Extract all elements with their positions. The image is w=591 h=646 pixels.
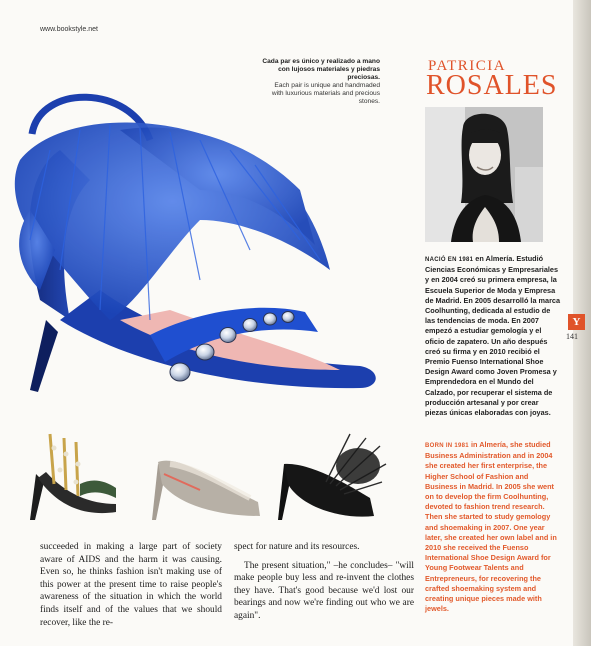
bio-english-lead: BORN IN 1981 <box>425 443 469 449</box>
section-badge: Y <box>568 314 585 330</box>
black-feather-platform-image <box>278 434 386 520</box>
bio-spanish-text: en Almería. Estudió Ciencias Económicas y Empresariales y en 2004 creó su primera empresa, la Escuela Superior de Moda y Empresa de Madrid. En 2005 desarrolló la marca Coolhunting, dedicada al estudio de las tendencias de moda. En 2007 empezó a estudiar gemología y el oficio de zapatero. Un año después creó su firma y en 2010 recibió el Premio Fuenso International Shoe Design Award como Joven Promesa y Emprendedora en el Mundo del Calzado, por recuperar el sistema de producción artesanal y por crear piezas únicas elaboradas con joyas. <box>425 254 561 418</box>
designer-first-name: PATRICIA <box>428 58 507 74</box>
jeweled-sandal-image <box>30 434 116 520</box>
caption-english: Each pair is unique and handmaded with luxurious materials and precious stones. <box>271 82 380 105</box>
bio-english-text: in Almería, she studied Business Administration and in 2004 she created her first enterprise, the Higher School of Fashion and Business in Madrid. In 2005 she went on to develop the firm Coolhunting, devoted to fashion trend research. Then she started to study gemology and shoemaking in 2007. One year later, she created her own label and in 2010 she received the Fuenso International Shoe Design Award for Young Footwear Talents and Entrepreneurs, for recovering the crafted shoemaking system and creating unique pieces made with jewels. <box>425 440 557 614</box>
article-paragraph: spect for nature and its resources. <box>234 542 360 552</box>
caption-spanish: Cada par es único y realizado a mano con lujosos materiales y piedras preciosas. <box>262 58 380 81</box>
bio-spanish-lead: NACIÓ EN 1981 <box>425 257 474 263</box>
crystal-pump-image <box>152 461 260 520</box>
shoe-thumbnails <box>20 424 390 524</box>
article-column-2 <box>234 541 414 623</box>
article-column-1 <box>40 541 222 629</box>
bio-english <box>425 440 561 614</box>
designer-portrait <box>425 107 543 242</box>
hero-shoe-image <box>0 70 400 410</box>
bio-spanish <box>425 254 561 418</box>
page-number: 141 <box>566 332 578 341</box>
designer-last-name: ROSALES <box>426 70 558 101</box>
article-paragraph: succeeded in making a large part of society aware of AIDS and the harm it was causing. Even so, he thinks fashion isn't making use of this power at the present time to raise people's awareness of the situation in which the world finds itself and of the values that we should recover, like the re- <box>40 542 222 628</box>
site-url: www.bookstyle.net <box>40 26 98 33</box>
article-paragraph: The present situation," –he concludes– "will make people buy less and re-invent the clothes they have. That's good because we'd lost our bearings and now we're finding out who we are again". <box>234 560 414 621</box>
